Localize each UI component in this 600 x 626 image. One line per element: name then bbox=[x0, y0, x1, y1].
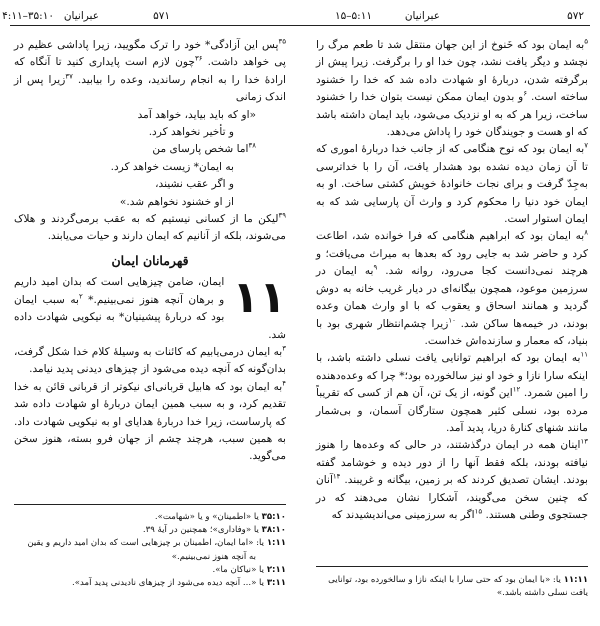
right-footnotes bbox=[316, 574, 588, 600]
right-page-book: عبرانیان bbox=[404, 10, 440, 22]
poem-quote: «او که باید بیاید، خواهد آمد و تأخیر نخواهد کرد. $^{۳۸}$اما شخص پارسای من به ایمان* زیست خواهد کرد. و اگر عقب نشیند، از او خشنود نخواهم شد.» bbox=[110, 108, 256, 208]
section-heading: قهرمانان ایمان bbox=[111, 252, 189, 268]
verse-paragraph: $^۴$به ایمان بود که هابیل قربانی‌ای نیکوتر از قربانی قائن به خدا تقدیم کرد، و به سبب همین ایمان دربارهٔ او شهادت داده شد که پارساست، زیرا خدا دربارهٔ هدایای او به نیکویی شهادت داد. به همین سبب، هرچند چشم از جهان فرو بسته، هنوز سخن می‌گوید. bbox=[14, 379, 286, 463]
verse-paragraph: $^{۳۵}$پس این آزادگی* خود را ترک مگویید، زیرا پاداشی عظیم در پی خواهد داشت. $^{۳۶}$چون لازم است پایداری کنید تا آنگاه که ارادهٔ خدا را به انجام رساندید، وعده را بیابید. $^{۳۷}$زیرا پس از اندک زمانی bbox=[14, 37, 287, 104]
header-rule bbox=[10, 25, 590, 26]
right-page-range: ۵:۱۱–۱۵ bbox=[335, 10, 372, 22]
left-page-number: ۵۷۱ bbox=[153, 10, 170, 22]
verse-paragraph: $^۳$به ایمان درمی‌یابیم که کائنات به وسیلهٔ کلام خدا شکل گرفت، بدان‌گونه که آنچه دیده می‌شود از چیزهای دیدنی پدید نیامد. bbox=[14, 344, 286, 376]
footnote: ۳۸:۱۰ یا «وفاداری»؛ همچنین در آیهٔ ۳۹. bbox=[142, 525, 286, 536]
right-footnote-rule bbox=[316, 566, 588, 567]
verse-paragraph: $^۷$به ایمان بود که نوح هنگامی که از جانب خدا دربارهٔ اموری که تا آن زمان دیده نشده بود هشدار یافت، آن را با خداترسی به‌جِدّ گرفت و برای نجات خانوادهٔ خویش کشتی ساخت. او به ایمان خود دنیا را محکوم کرد و وارث آن پارسایی شد که به ایمان استوار است. bbox=[316, 141, 588, 226]
left-page-book: عبرانیان bbox=[63, 10, 99, 22]
verse-paragraph: $^۵$به ایمان بود که خَنوخ از این جهان منتقل شد تا طعم مرگ را نچشد و دیگر یافت نشد، چون خدا او را برگرفت. زیرا پیش از برگرفته شدن، دربارهٔ او شهادت داده شد که خدا را خشنود ساخته است. $^۶$و بدون ایمان ممکن نیست بتوان خدا را خشنود ساخت، زیرا هر که به او نزدیک می‌شود، باید ایمان داشته باشد که او هست و جویندگان خود را پاداش می‌دهد. bbox=[316, 37, 588, 139]
verse-paragraph: $^{۳۹}$لیکن ما از کسانی نیستیم که به عقب برمی‌گردند و هلاک می‌شوند، بلکه از آنانیم که ایمان دارند و حیات می‌یابند. bbox=[14, 211, 286, 243]
verse-paragraph: $^۸$به ایمان بود که ابراهیم هنگامی که فرا خوانده شد، اطاعت کرد و حاضر شد به جایی رود که بعدها به میراث می‌یافت؛ و هرچند نمی‌دانست کجا می‌رود، روانه شد. $^۹$به ایمان در سرزمین موعود، همچون بیگانه‌ای در دیار غریب خانه به دوش گردید و همانند اسحاق و یعقوب که با او وارث همان وعده بودند، در خیمه‌ها ساکن شد. $^{۱۰}$زیرا چشم‌انتظار شهری بود با بنیاد، که معمار و سازنده‌اش خداست. bbox=[316, 228, 588, 347]
right-page-number: ۵۷۲ bbox=[567, 10, 584, 22]
left-page-range: ۳۵:۱۰–۴:۱۱ bbox=[2, 10, 54, 22]
right-column-text bbox=[316, 37, 588, 524]
left-footnote-rule bbox=[14, 504, 286, 505]
verse-paragraph: $^{۱۱}$به ایمان بود که ابراهیم توانایی یافت نسلی داشته باشد، با اینکه سارا نازا و خود او نیز سالخورده بود؛* چرا که وعده‌دهنده را امین شمرد. $^{۱۲}$این گونه، از یک تن، آن هم از کسی که تقریباً مرده بود، نسلی کثیر همچون ستارگان آسمان، و بی‌شمار مانند شنهای کنارهٔ دریا، پدید آمد. bbox=[315, 350, 588, 434]
footnote: ۱:۱۱ یا: «اما ایمان، اطمینان بر چیزهایی است که بدان امید داریم و یقین bbox=[27, 538, 286, 549]
footnote: ۱۱:۱۱ یا: «با ایمان بود که حتی سارا با اینکه نازا و سالخورده بود، توانایی bbox=[328, 575, 588, 585]
footnote: ۳:۱۱ یا «... آنچه دیده می‌شود از چیزهای نادیدنی پدید آمد». bbox=[71, 578, 286, 589]
chapter-opening: ۱۱ ایمان، ضامن چیزهایی است که بدان امید داریم و برهان آنچه هنوز نمی‌بینیم.* $^۲$به سبب ایمان بود که دربارهٔ پیشینیان* به نیکویی شهادت داده شد. bbox=[14, 272, 286, 341]
footnote: ۲:۱۱ یا «نیاکان ما». bbox=[212, 564, 286, 575]
chapter-number: ۱۱ bbox=[232, 272, 286, 324]
left-footnotes bbox=[14, 511, 286, 590]
footnote: به آنچه هنوز نمی‌بینیم.» bbox=[171, 551, 256, 562]
footnote: یافت نسلی داشته باشد.» bbox=[496, 588, 588, 599]
left-column-text bbox=[14, 37, 286, 466]
verse-paragraph: $^{۱۳}$اینان همه در ایمان درگذشتند، در حالی که وعده‌ها را هنوز نیافته بودند، بلکه فقط آنها را از دور دیده و خوشامد گفته بودند. ایشان تصدیق کردند که بر زمین، بیگانه و غریبند. $^{۱۴}$آنان که چنین سخن می‌گویند، آشکارا نشان می‌دهند که در جستجوی وطنی هستند. $^{۱۵}$اگر به سرزمینی می‌اندیشیدند که bbox=[316, 437, 588, 521]
running-header bbox=[2, 8, 590, 26]
footnote: ۳۵:۱۰ یا «اطمینان» و یا «شهامت». bbox=[154, 512, 286, 522]
